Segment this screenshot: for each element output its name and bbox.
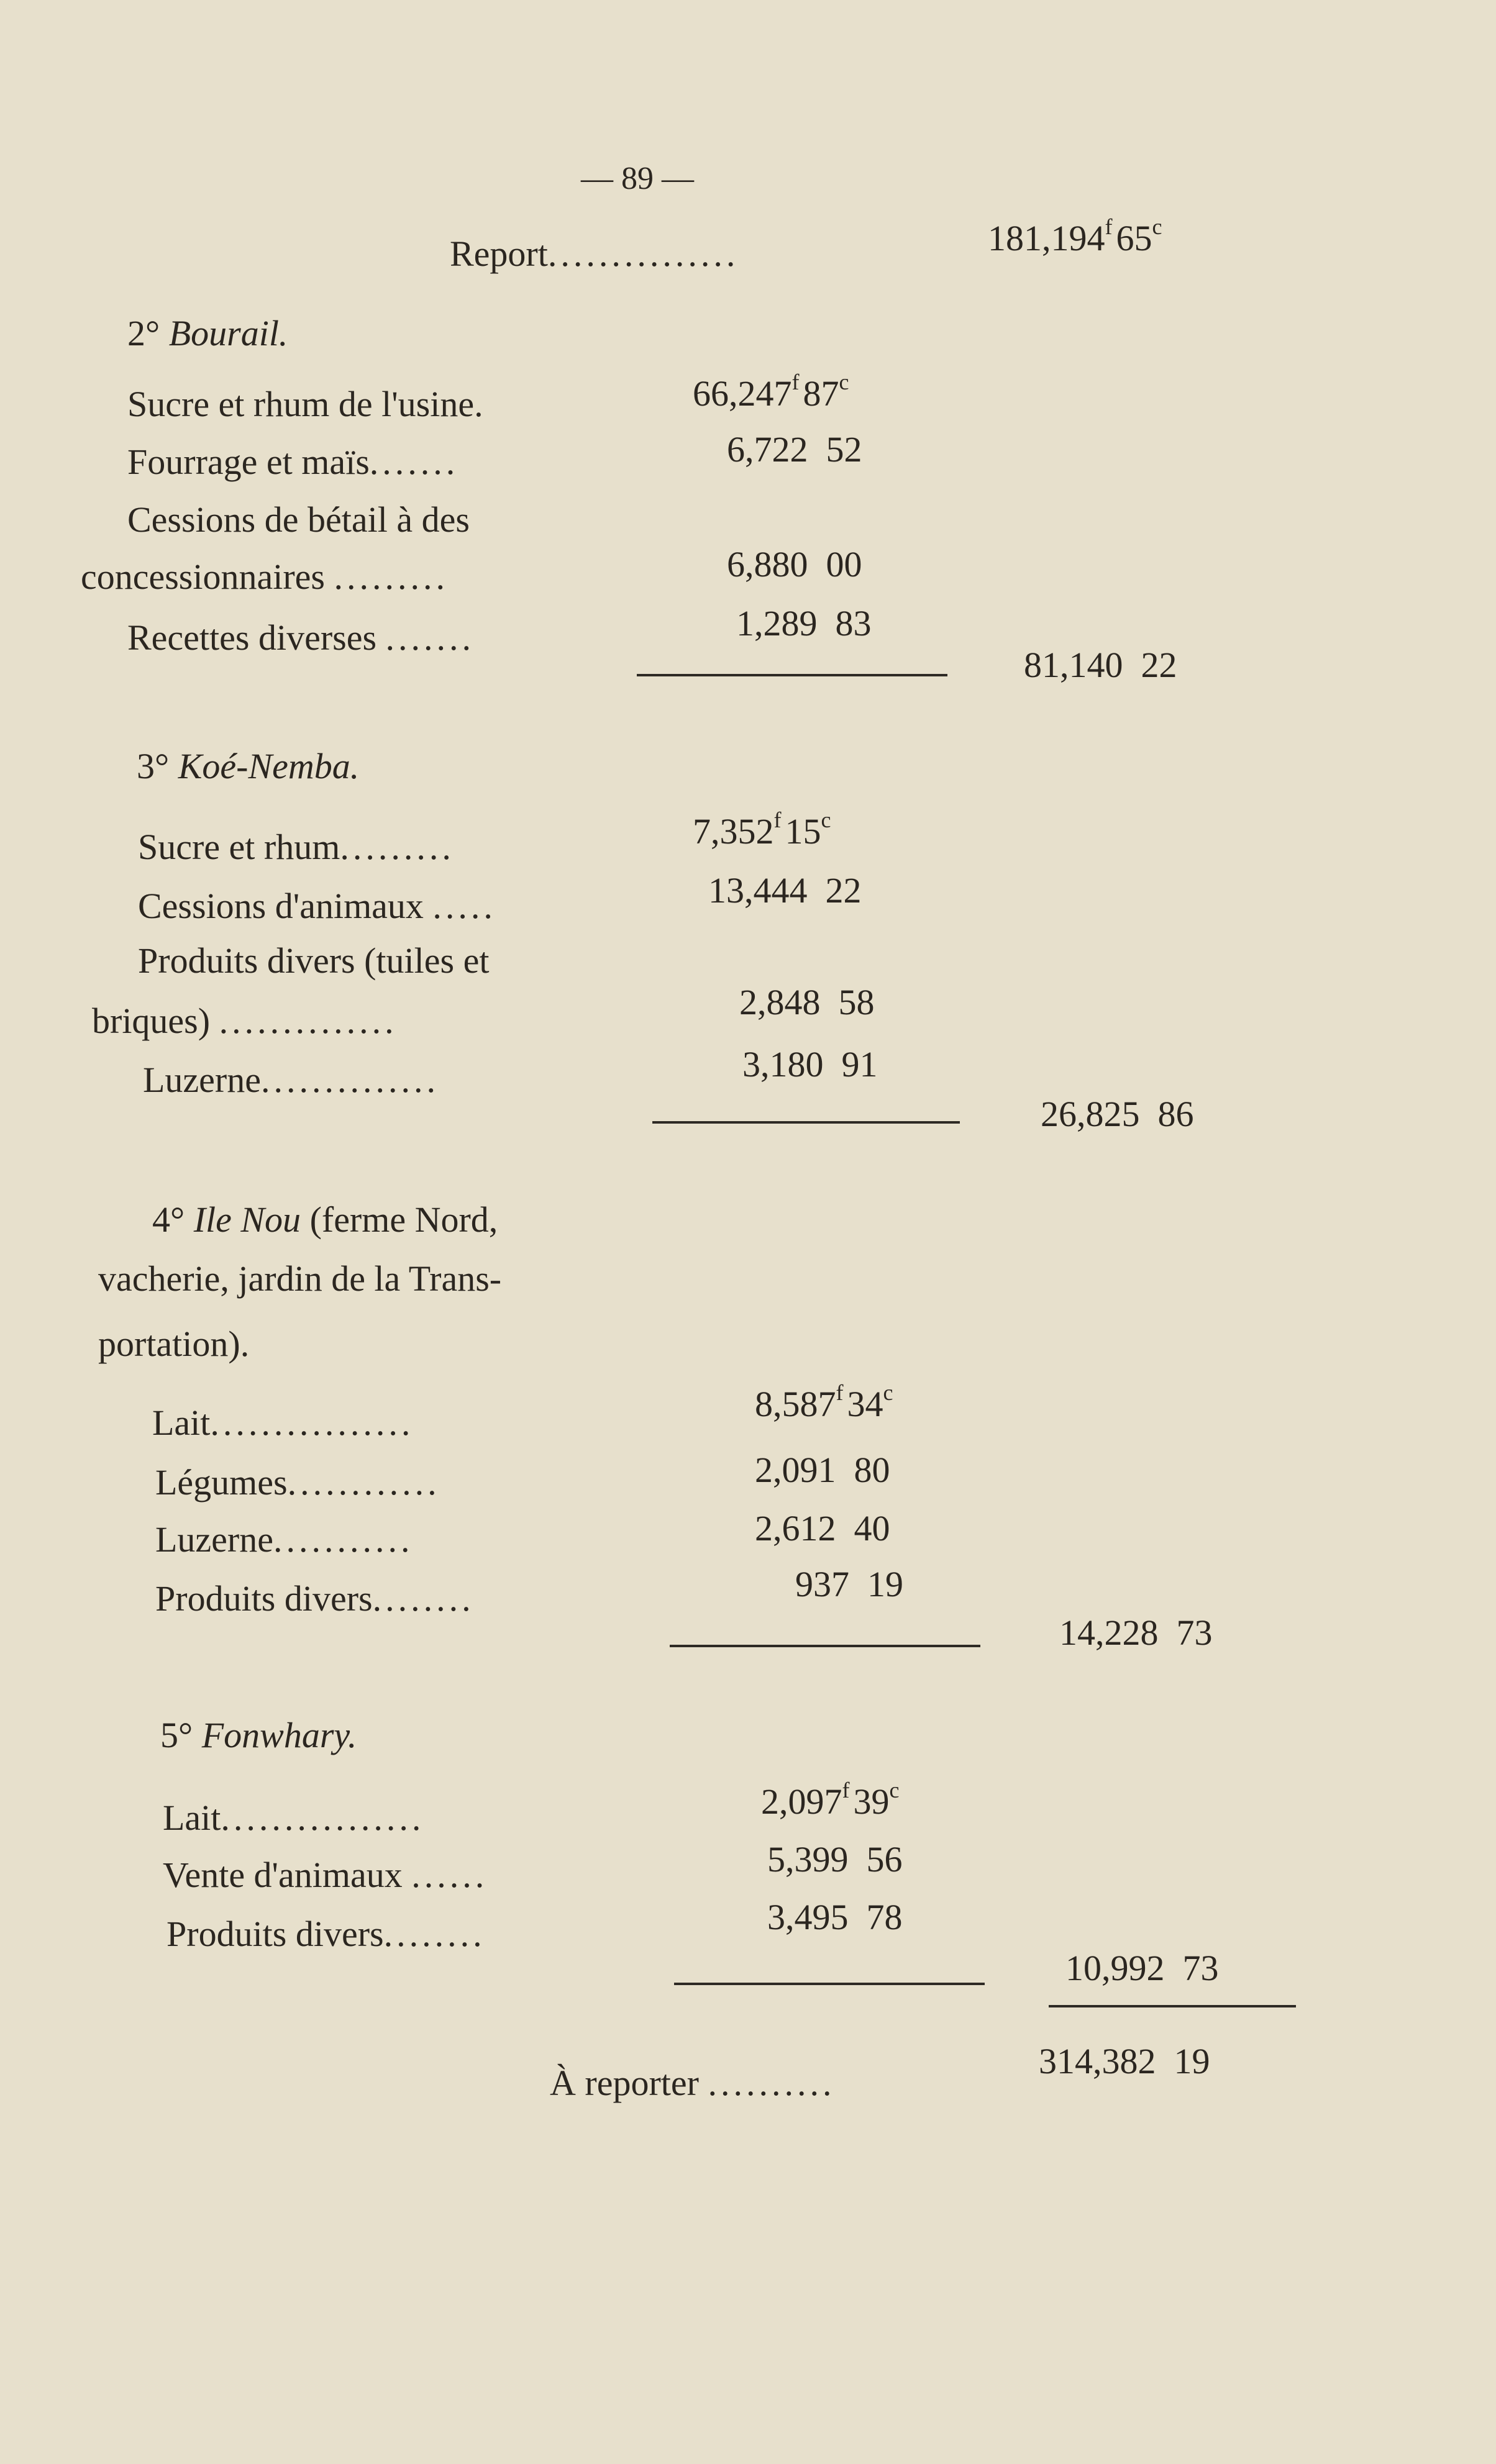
- line-amount: 6,722 52: [727, 429, 862, 470]
- line-label: Produits divers........: [155, 1578, 475, 1619]
- section-3-heading: 3° Koé-Nemba.: [137, 746, 360, 786]
- carry-forward-label: À reporter ..........: [550, 2063, 836, 2103]
- report-amount: 181,194$^f$ 65$^c$: [988, 214, 1162, 258]
- line-amount: 2,091 80: [755, 1450, 890, 1490]
- line-label: Légumes............: [155, 1462, 440, 1502]
- line-label: Vente d'animaux ......: [163, 1855, 488, 1895]
- carry-forward-amount: 314,382 19: [1039, 2041, 1210, 2081]
- total-rule: [1049, 2005, 1296, 2007]
- subtotal-rule: [670, 1645, 980, 1647]
- section-5-heading: 5° Fonwhary.: [160, 1715, 357, 1755]
- line-amount: 66,247$^f$ 87$^c$: [693, 370, 849, 414]
- line-label: Luzerne...........: [155, 1519, 414, 1560]
- line-amount: 6,880 00: [727, 544, 862, 584]
- line-label: briques) ..............: [92, 1001, 398, 1041]
- line-amount: 5,399 56: [767, 1839, 903, 1880]
- section-4-heading: 4° Ile Nou (ferme Nord,: [152, 1199, 498, 1240]
- line-amount: 3,180 91: [742, 1044, 878, 1084]
- subtotal-rule: [674, 1983, 985, 1985]
- line-amount: 2,097$^f$ 39$^c$: [761, 1778, 900, 1822]
- line-amount: 2,612 40: [755, 1508, 890, 1548]
- subtotal-rule: [637, 674, 947, 676]
- page-number: — 89 —: [581, 161, 694, 196]
- line-label: Cessions d'animaux .....: [138, 886, 496, 926]
- line-label: Recettes diverses .......: [127, 617, 475, 658]
- line-label: concessionnaires .........: [81, 557, 449, 597]
- line-label: Produits divers........: [166, 1914, 486, 1954]
- line-label: Lait................: [152, 1402, 414, 1443]
- line-amount: 8,587$^f$ 34$^c$: [755, 1380, 893, 1424]
- subtotal-rule: [652, 1121, 960, 1124]
- section-2-heading: 2° Bourail.: [127, 313, 288, 353]
- line-amount: 2,848 58: [739, 982, 875, 1022]
- line-label: Cessions de bétail à des: [127, 499, 470, 540]
- line-amount: 13,444 22: [708, 870, 862, 911]
- section-4-heading-line2: vacherie, jardin de la Trans-: [98, 1258, 502, 1299]
- line-amount: 3,495 78: [767, 1897, 903, 1937]
- line-label: Lait................: [163, 1798, 425, 1838]
- section-4-heading-line3: portation).: [98, 1324, 250, 1364]
- line-label: Produits divers (tuiles et: [138, 940, 490, 981]
- line-label: Sucre et rhum.........: [138, 827, 455, 867]
- line-amount: 7,352$^f$ 15$^c$: [693, 807, 831, 852]
- line-amount: 937 19: [795, 1564, 903, 1604]
- line-label: Luzerne..............: [143, 1060, 439, 1100]
- line-amount: 1,289 83: [736, 603, 872, 643]
- section-total: 26,825 86: [1041, 1094, 1194, 1134]
- section-total: 14,228 73: [1059, 1612, 1213, 1653]
- line-label: Fourrage et maïs.......: [127, 442, 459, 482]
- line-label: Sucre et rhum de l'usine.: [127, 384, 483, 424]
- section-total: 81,140 22: [1024, 645, 1177, 685]
- report-label: Report...............: [450, 234, 739, 274]
- section-total: 10,992 73: [1065, 1948, 1219, 1988]
